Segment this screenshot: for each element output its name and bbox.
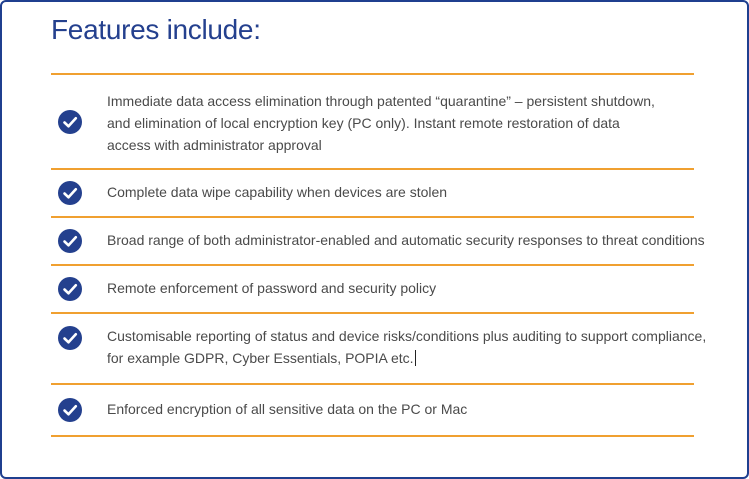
feature-text	[107, 181, 692, 203]
feature-text-line: Remote enforcement of password and security policy	[107, 280, 437, 296]
feature-text-line: and elimination of local encryption key (PC only). Instant remote restoration of data	[107, 115, 620, 131]
feature-text-line: Enforced encryption of all sensitive data on the PC or Mac	[107, 401, 468, 417]
feature-text	[107, 90, 692, 156]
check-circle-icon	[58, 181, 82, 205]
feature-text	[107, 277, 692, 299]
divider	[51, 383, 694, 385]
divider	[51, 435, 694, 437]
feature-text-line: Complete data wipe capability when devices are stolen	[107, 184, 448, 200]
feature-text-fragment: for example GDPR, Cyber Essentials, POPIA etc.	[107, 350, 414, 366]
feature-text-line: Immediate data access elimination through patented “quarantine” – persistent shutdown,	[107, 93, 655, 109]
page-title: Features include:	[51, 14, 261, 45]
divider	[51, 264, 694, 266]
divider	[51, 73, 694, 75]
text-cursor	[415, 350, 416, 366]
feature-text	[107, 398, 692, 420]
feature-text-line: Broad range of both administrator-enabled and automatic security responses to threat conditions	[107, 232, 705, 248]
check-circle-icon	[58, 398, 82, 422]
divider	[51, 312, 694, 314]
feature-text	[107, 229, 705, 251]
divider	[51, 168, 694, 170]
check-circle-icon	[58, 326, 82, 350]
feature-text-line	[107, 347, 692, 369]
check-circle-icon	[58, 110, 82, 134]
feature-text	[107, 325, 707, 369]
divider	[51, 216, 694, 218]
feature-text-line: Customisable reporting of status and device risks/conditions plus auditing to support compliance,	[107, 328, 707, 344]
check-circle-icon	[58, 277, 82, 301]
feature-text-line: access with administrator approval	[107, 137, 322, 153]
check-circle-icon	[58, 229, 82, 253]
